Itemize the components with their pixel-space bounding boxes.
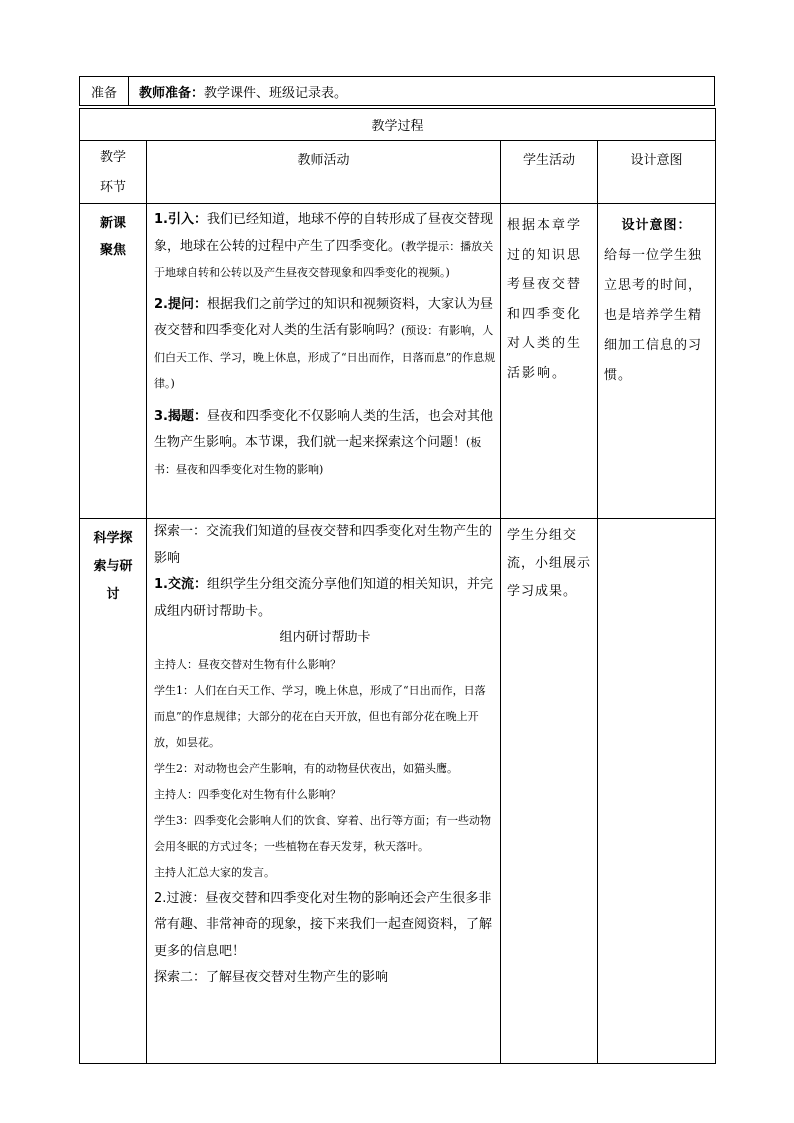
transition-paragraph: 2.过渡：昼夜交替和四季变化对生物的影响还会产生很多非常有趣、非常神奇的现象，接下来我们一起查阅资料，了解更多的信息吧！ [154, 890, 493, 959]
table-title: 教学过程 [80, 109, 716, 141]
help-card-line-4: 主持人：四季变化对生物有什么影响？ [154, 787, 341, 801]
ask-note: (预设：有影响，人们白天工作、学习，晚上休息，形成了“日出而作，日落而息”的作息规律。) [154, 324, 496, 390]
student-activity-1: 根据本章学过的知识思考昼夜交替和四季变化对人类的生活影响。 [501, 204, 598, 519]
header-design: 设计意图 [598, 141, 716, 204]
header-stage-line2: 环节 [99, 180, 126, 195]
design-intent-2 [598, 519, 716, 1064]
header-stage-line1: 教学 [99, 150, 126, 165]
preparation-text: 教学课件、班级记录表。 [204, 85, 348, 101]
teacher-activity-2 [147, 519, 501, 1064]
table-row [80, 519, 716, 1064]
intro-note: (教学提示：播放关于地球自转和公转以及产生昼夜交替现象和四季变化的视频。) [154, 239, 494, 279]
preparation-label: 准备 [80, 77, 129, 105]
explore-one-heading: 探索一：交流我们知道的昼夜交替和四季变化对生物产生的影响 [154, 524, 493, 566]
help-card-line-2: 学生1：人们在白天工作、学习，晚上休息，形成了“日出而作，日落而息”的作息规律；大部分的花在白天开放，但也有部分花在晚上开放，如昙花。 [154, 683, 486, 749]
preparation-colon: ： [191, 85, 205, 101]
help-card-line-5: 学生3：四季变化会影响人们的饮食、穿着、出行等方面；有一些动物会用冬眠的方式过冬；一些植物在春天发芽，秋天落叶。 [154, 813, 491, 853]
help-card-line-3: 学生2：对动物也会产生影响，有的动物昼伏夜出，如猫头鹰。 [154, 761, 458, 775]
design-intent-text: 给每一位学生独立思考的时间，也是培养学生精细加工信息的习惯。 [604, 248, 703, 383]
student-activity-2: 学生分组交流，小组展示学习成果。 [501, 519, 598, 1064]
preparation-value [129, 77, 347, 105]
help-card-title: 组内研讨帮助卡 [279, 630, 371, 645]
teacher-activity-1 [147, 204, 501, 519]
table-row [80, 204, 716, 519]
header-student: 学生活动 [501, 141, 598, 204]
stage-explore: 科学探 索与研 讨 [80, 519, 147, 1064]
help-card-line-1: 主持人：昼夜交替对生物有什么影响？ [154, 657, 341, 671]
ask-paragraph: 2.提问：根据我们之前学过的知识和视频资料，大家认为昼夜交替和四季变化对人类的生活有影响吗？(预设：有影响，人们白天工作、学习，晚上休息，形成了“日出而作，日落而息”的作息规律。) [154, 296, 496, 390]
header-teacher: 教师活动 [147, 141, 501, 204]
help-card-line-6: 主持人汇总大家的发言。 [154, 865, 275, 879]
preparation-title: 教师准备 [139, 85, 192, 101]
reveal-paragraph: 3.揭题：昼夜和四季变化不仅影响人类的生活，也会对其他生物产生影响。本节课，我们就一起来探索这个问题！(板书：昼夜和四季变化对生物的影响) [154, 408, 493, 476]
reveal-note: (板书：昼夜和四季变化对生物的影响) [154, 436, 482, 476]
intro-paragraph: 1.引入：我们已经知道，地球不停的自转形成了昼夜交替现象，地球在公转的过程中产生了四季变化。(教学提示：播放关于地球自转和公转以及产生昼夜交替现象和四季变化的视频。) [154, 212, 494, 279]
preparation-row [79, 76, 715, 106]
design-intent-1 [598, 204, 716, 519]
header-row [80, 141, 716, 204]
design-intent-title: 设计意图： [621, 218, 692, 233]
stage-new-lesson: 新课 聚焦 [80, 204, 147, 519]
exchange-paragraph: 1.交流：组织学生分组交流分享他们知道的相关知识，并完成组内研讨帮助卡。 [154, 577, 493, 619]
teaching-process-table [79, 108, 716, 1064]
header-stage [80, 141, 147, 204]
explore-two-heading: 探索二：了解昼夜交替对生物产生的影响 [154, 970, 389, 985]
